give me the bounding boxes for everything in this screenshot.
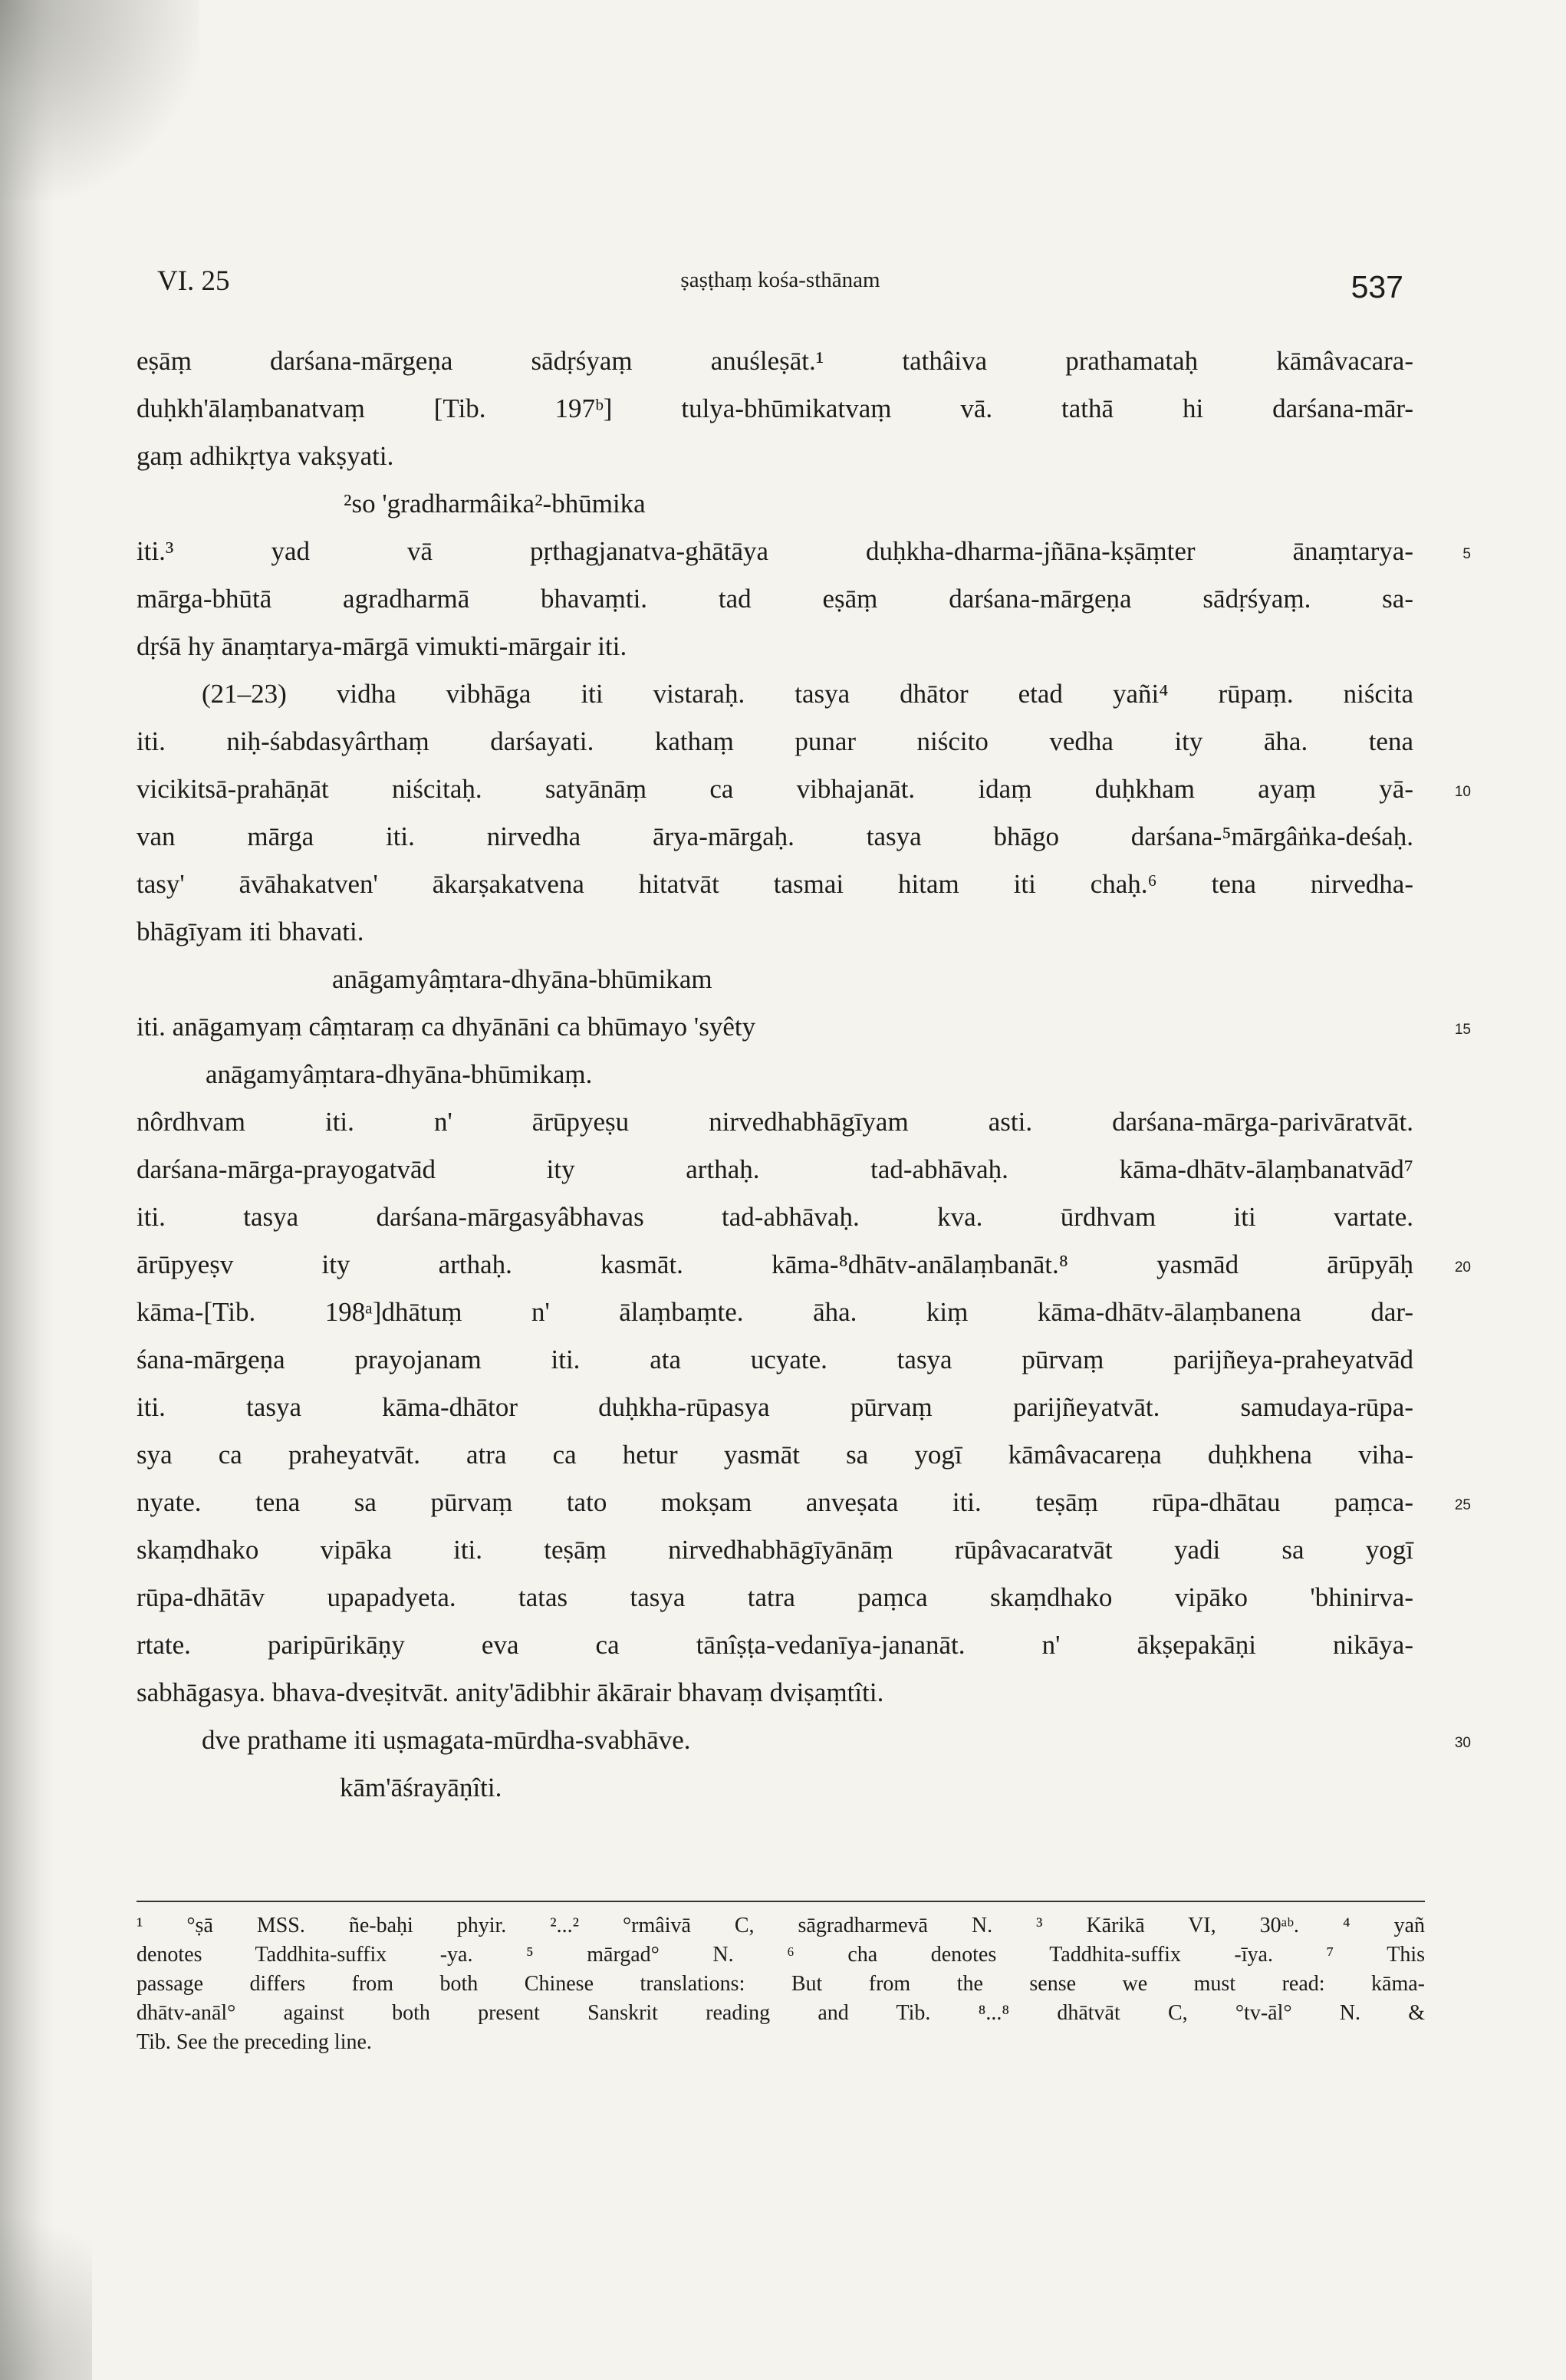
- scan-shadow-left: [0, 0, 54, 2380]
- line-number: 15: [1454, 1022, 1471, 1038]
- footnote-line: Tib. See the preceding line.: [137, 2030, 372, 2054]
- verse-line: kām'āśrayāṇîti.: [340, 1773, 502, 1802]
- section-label: VI. 25: [157, 265, 230, 297]
- text-line: iti.³ yad vā pṛthagjanatva-ghātāya duḥkha-dharma-jñāna-kṣāṃter ānaṃtarya- 5: [137, 528, 1413, 575]
- text-line: van mārga iti. nirvedha ārya-mārgaḥ. tasya bhāgo darśana-⁵mārgâṅka-deśaḥ.: [137, 821, 1413, 851]
- text-line: eṣāṃ darśana-mārgeṇa sādṛśyaṃ anuśleṣāt.¹ tathâiva prathamataḥ kāmâvacara-: [137, 346, 1413, 376]
- text-line: dve prathame iti uṣmagata-mūrdha-svabhāve. 30: [137, 1717, 1413, 1764]
- scan-shadow-bottom: [0, 2181, 92, 2380]
- verse-line: ²so 'gradharmâika²-bhūmika: [344, 489, 646, 518]
- line-number: 5: [1462, 546, 1471, 562]
- text-line: anāgamyâṃtara-dhyāna-bhūmikaṃ.: [206, 1059, 593, 1089]
- line-number: 20: [1454, 1259, 1471, 1276]
- text-line: rtate. paripūrikāṇy eva ca tānîṣṭa-vedanīya-jananāt. n' ākṣepakāṇi nikāya-: [137, 1630, 1413, 1660]
- text-line: duḥkh'ālaṃbanatvaṃ [Tib. 197ᵇ] tulya-bhūmikatvaṃ vā. tathā hi darśana-mār-: [137, 393, 1413, 423]
- footnote-divider: [137, 1901, 1425, 1902]
- text-line: nyate. tena sa pūrvaṃ tato mokṣam anveṣata iti. teṣāṃ rūpa-dhātau paṃca- 25: [137, 1479, 1413, 1526]
- text-line: iti. tasya kāma-dhātor duḥkha-rūpasya pūrvaṃ parijñeyatvāt. samudaya-rūpa-: [137, 1392, 1413, 1422]
- main-text: [137, 337, 1471, 1812]
- text-line: (21–23) vidha vibhāga iti vistaraḥ. tasya dhātor etad yañi⁴ rūpaṃ. niścita: [202, 679, 1413, 709]
- text-line: kāma-[Tib. 198ᵃ]dhātuṃ n' ālaṃbaṃte. āha. kiṃ kāma-dhātv-ālaṃbanena dar-: [137, 1297, 1413, 1327]
- text-line: mārga-bhūtā agradharmā bhavaṃti. tad eṣāṃ darśana-mārgeṇa sādṛśyaṃ. sa-: [137, 584, 1413, 614]
- running-title: ṣaṣṭhaṃ kośa-sthānam: [680, 268, 880, 292]
- line-number: 10: [1454, 784, 1471, 800]
- line-number: 25: [1454, 1497, 1471, 1513]
- page-header: [157, 265, 1403, 318]
- text-line: gaṃ adhikṛtya vakṣyati.: [137, 441, 394, 471]
- text-line: iti. tasya darśana-mārgasyâbhavas tad-abhāvaḥ. kva. ūrdhvam iti vartate.: [137, 1202, 1413, 1232]
- text-line: śana-mārgeṇa prayojanam iti. ata ucyate. tasya pūrvaṃ parijñeya-praheyatvād: [137, 1345, 1413, 1374]
- text-line: ārūpyeṣv ity arthaḥ. kasmāt. kāma-⁸dhātv-anālaṃbanāt.⁸ yasmād ārūpyāḥ 20: [137, 1241, 1413, 1289]
- text-line: iti. niḥ-śabdasyârthaṃ darśayati. kathaṃ punar niścito vedha ity āha. tena: [137, 726, 1413, 756]
- footnote-line: denotes Taddhita-suffix -ya. ⁵ mārgad° N. ⁶ cha denotes Taddhita-suffix -īya. ⁷ This: [137, 1943, 1425, 1967]
- text-line: tasy' āvāhakatven' ākarṣakatvena hitatvāt tasmai hitam iti chaḥ.⁶ tena nirvedha-: [137, 869, 1413, 899]
- footnote-line: ¹ °ṣā MSS. ñe-baḥi phyir. ²...² °rmâivā C, sāgradharmevā N. ³ Kārikā VI, 30ᵃᵇ. ⁴ yañ: [137, 1914, 1425, 1937]
- text-line: skaṃdhako vipāka iti. teṣāṃ nirvedhabhāgīyānāṃ rūpâvacaratvāt yadi sa yogī: [137, 1535, 1413, 1565]
- text-line: sabhāgasya. bhava-dveṣitvāt. anity'ādibhir ākārair bhavaṃ dviṣaṃtîti.: [137, 1677, 884, 1707]
- text-line: dṛśā hy ānaṃtarya-mārgā vimukti-mārgair iti.: [137, 631, 627, 661]
- footnote-line: passage differs from both Chinese translations: But from the sense we must read: kāma-: [137, 1972, 1425, 1996]
- text-line: rūpa-dhātāv upapadyeta. tatas tasya tatra paṃca skaṃdhako vipāko 'bhinirva-: [137, 1582, 1413, 1612]
- verse-line: anāgamyâṃtara-dhyāna-bhūmikam: [332, 964, 712, 994]
- text-line: darśana-mārga-prayogatvād ity arthaḥ. tad-abhāvaḥ. kāma-dhātv-ālaṃbanatvād⁷: [137, 1154, 1413, 1184]
- line-number: 30: [1454, 1735, 1471, 1751]
- text-line: nôrdhvam iti. n' ārūpyeṣu nirvedhabhāgīyam asti. darśana-mārga-parivāratvāt.: [137, 1107, 1413, 1137]
- text-line: vicikitsā-prahāṇāt niścitaḥ. satyānāṃ ca vibhajanāt. idaṃ duḥkham ayaṃ yā- 10: [137, 765, 1413, 813]
- scan-shadow-corner: [0, 0, 199, 199]
- text-line: sya ca praheyatvāt. atra ca hetur yasmāt sa yogī kāmâvacareṇa duḥkhena viha-: [137, 1440, 1413, 1470]
- footnote-line: dhātv-anāl° against both present Sanskrit reading and Tib. ⁸...⁸ dhātvāt C, °tv-āl° N. &: [137, 2001, 1425, 2025]
- footnotes: [137, 1911, 1425, 2057]
- text-line: iti. anāgamyaṃ câṃtaraṃ ca dhyānāni ca bhūmayo 'syêty 15: [137, 1003, 1413, 1051]
- text-line: bhāgīyam iti bhavati.: [137, 917, 364, 946]
- page-number: 537: [1351, 269, 1403, 304]
